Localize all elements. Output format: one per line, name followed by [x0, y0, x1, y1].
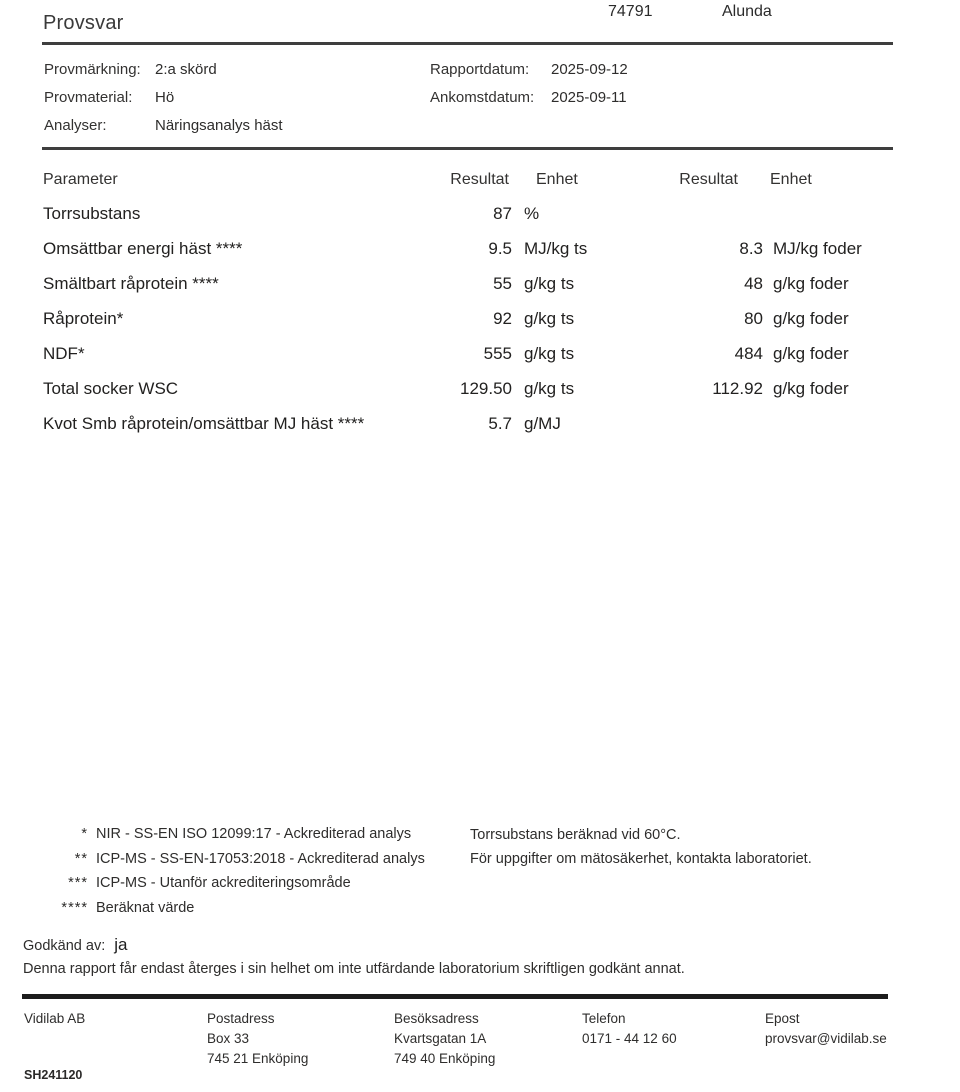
phone-title: Telefon	[582, 1011, 626, 1026]
sample-material-value: Hö	[155, 89, 175, 106]
page-title: Provsvar	[43, 12, 124, 34]
visiting-address-line: Kvartsgatan 1A	[394, 1031, 487, 1046]
report-disclaimer: Denna rapport får endast återges i sin helhet om inte utfärdande laboratorium skriftligen godkänt annat.	[23, 961, 685, 977]
unit-foder: g/kg foder	[773, 274, 849, 293]
footer-divider	[22, 994, 888, 999]
postal-address-line: 745 21 Enköping	[207, 1051, 309, 1066]
footnote-stars: **	[74, 850, 88, 867]
unit-ts: g/kg ts	[524, 379, 575, 398]
email-address: provsvar@vidilab.se	[765, 1031, 887, 1046]
result-foder: 48	[744, 274, 763, 293]
column-header-unit-foder: Enhet	[770, 171, 812, 188]
column-header-result-foder: Resultat	[679, 171, 738, 188]
email-title: Epost	[765, 1011, 800, 1026]
column-header-unit-ts: Enhet	[536, 171, 578, 188]
unit-ts: %	[524, 204, 540, 223]
footnote-stars: *	[81, 826, 88, 842]
sample-marking-label: Provmärkning:	[44, 61, 141, 78]
result-ts: 555	[483, 344, 512, 363]
footnote-stars: ****	[61, 899, 88, 916]
footnote	[0, 851, 425, 876]
postal-address-title: Postadress	[207, 1011, 275, 1026]
meta-row	[44, 117, 283, 134]
result-foder: 8.3	[739, 239, 763, 258]
table-row	[0, 204, 936, 239]
footnote-text: ICP-MS - SS-EN-17053:2018 - Ackrediterad analys	[96, 850, 425, 867]
unit-ts: g/MJ	[524, 414, 561, 433]
analyses-value: Näringsanalys häst	[155, 117, 283, 134]
meta-row	[44, 89, 175, 106]
footnote-text: NIR - SS-EN ISO 12099:17 - Ackrediterad analys	[96, 826, 412, 842]
footnote-text: Beräknat värde	[96, 899, 195, 916]
postal-address-line: Box 33	[207, 1031, 250, 1046]
unit-foder: g/kg foder	[773, 379, 849, 398]
table-row	[0, 239, 936, 274]
unit-foder: MJ/kg foder	[773, 239, 862, 258]
footnote-stars: ***	[68, 875, 88, 891]
note-uncertainty: För uppgifter om mätosäkerhet, kontakta laboratoriet.	[470, 850, 812, 867]
parameter-name: Torrsubstans	[43, 204, 141, 223]
sample-number: 74791	[608, 3, 653, 20]
parameter-name: Total socker WSC	[43, 379, 179, 398]
visiting-address-line: 749 40 Enköping	[394, 1051, 496, 1066]
result-ts: 92	[493, 309, 512, 328]
report-date-value: 2025-09-12	[551, 61, 628, 78]
table-row	[0, 379, 936, 414]
results-table-header	[0, 171, 936, 189]
footer-email	[765, 1009, 887, 1049]
unit-ts: g/kg ts	[524, 274, 575, 293]
arrival-date-label: Ankomstdatum:	[430, 89, 535, 106]
result-ts: 129.50	[460, 379, 512, 398]
sample-location: Alunda	[722, 3, 772, 20]
result-ts: 5.7	[488, 414, 512, 433]
meta-row	[430, 61, 628, 78]
result-foder: 80	[744, 309, 763, 328]
result-ts: 55	[493, 274, 512, 293]
arrival-date-value: 2025-09-11	[551, 89, 627, 106]
unit-ts: g/kg ts	[524, 344, 575, 363]
column-header-result-ts: Resultat	[450, 171, 509, 188]
unit-ts: g/kg ts	[524, 309, 575, 328]
results-table	[0, 204, 936, 449]
table-row	[0, 344, 936, 379]
meta-divider	[42, 147, 893, 150]
parameter-name: Omsättbar energi häst ****	[43, 239, 243, 258]
parameter-name: Kvot Smb råprotein/omsättbar MJ häst ****	[43, 414, 365, 433]
visiting-address-title: Besöksadress	[394, 1011, 479, 1026]
approval-row	[23, 935, 127, 955]
document-code: SH241120	[24, 1068, 83, 1082]
unit-ts: MJ/kg ts	[524, 239, 588, 258]
company-name: Vidilab AB	[24, 1011, 86, 1026]
unit-foder: g/kg foder	[773, 344, 849, 363]
header-divider	[42, 42, 893, 45]
parameter-name: Smältbart råprotein ****	[43, 274, 219, 293]
meta-row	[44, 61, 217, 78]
table-row	[0, 274, 936, 309]
result-foder: 112.92	[712, 379, 763, 398]
sample-marking-value: 2:a skörd	[155, 61, 217, 78]
result-foder: 484	[734, 344, 763, 363]
note-dry-matter: Torrsubstans beräknad vid 60°C.	[470, 827, 681, 843]
footer-visiting-address	[394, 1009, 495, 1069]
footnote	[0, 875, 425, 900]
table-row	[0, 414, 936, 449]
column-header-parameter: Parameter	[43, 171, 118, 188]
unit-foder: g/kg foder	[773, 309, 849, 328]
method-notes	[470, 827, 812, 874]
approved-by-value: ja	[114, 935, 128, 954]
report-date-label: Rapportdatum:	[430, 61, 530, 78]
phone-number: 0171 - 44 12 60	[582, 1031, 677, 1046]
footnote-text: ICP-MS - Utanför ackrediteringsområde	[96, 875, 351, 891]
analyses-label: Analyser:	[44, 117, 107, 134]
result-ts: 87	[493, 204, 512, 223]
approved-by-label: Godkänd av:	[23, 938, 106, 954]
footer-phone	[582, 1009, 677, 1049]
footnote	[0, 900, 425, 925]
result-ts: 9.5	[488, 239, 512, 258]
footnotes-list	[0, 826, 425, 924]
sample-material-label: Provmaterial:	[44, 89, 133, 106]
footer-postal-address	[207, 1009, 308, 1069]
meta-row	[430, 89, 627, 106]
parameter-name: NDF*	[43, 344, 85, 363]
footnote	[0, 826, 425, 851]
parameter-name: Råprotein*	[43, 309, 124, 328]
table-row	[0, 309, 936, 344]
